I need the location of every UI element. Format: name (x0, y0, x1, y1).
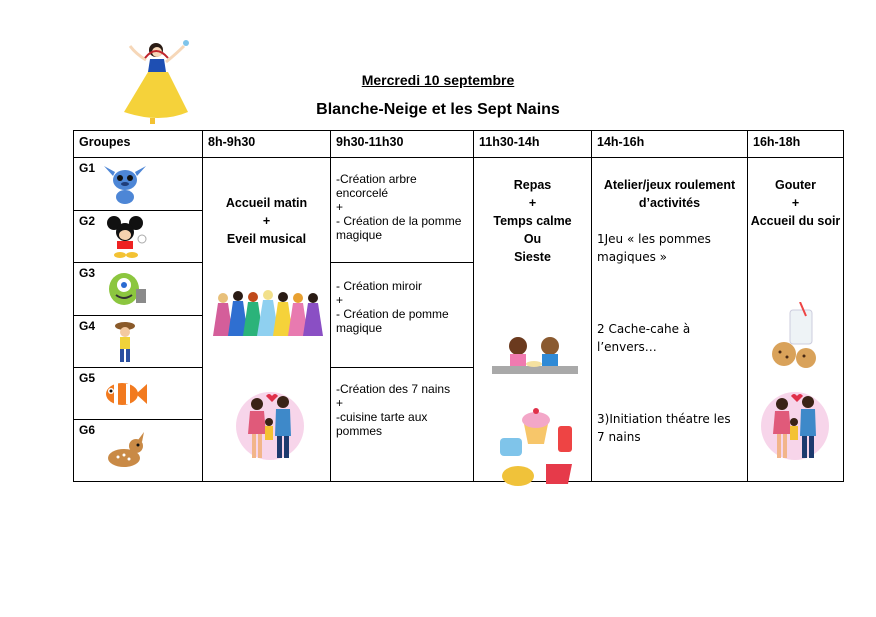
cell-11h30 (474, 158, 592, 482)
activity-item: 2 Cache-cahe à l’envers… (597, 322, 691, 354)
activity-item: 3)Initiation théatre les 7 nains (597, 412, 731, 444)
kids-eating-illustration (492, 330, 578, 380)
mickey-icon (102, 215, 148, 259)
activity-line: + (262, 214, 271, 228)
activity-line: Eveil musical (226, 232, 307, 246)
col-header: 8h-9h30 (203, 131, 331, 158)
cell-8h (203, 158, 331, 482)
activity-line: Sieste (514, 250, 551, 264)
group-cell-g2 (74, 210, 203, 263)
activity-line: Repas (513, 178, 552, 192)
cell-9h30-a (331, 158, 474, 263)
woody-icon (102, 320, 148, 364)
activity-line: -Création des 7 nains (336, 382, 451, 396)
group-label: G5 (79, 371, 96, 385)
cell-16h (748, 158, 844, 482)
activity-line: -cuisine tarte aux pommes (336, 410, 428, 438)
group-cell-g3 (74, 263, 203, 316)
activity-line: Accueil matin (225, 196, 308, 210)
activity-item: 1Jeu « les pommes magiques » (597, 232, 711, 264)
nemo-icon (102, 372, 148, 416)
activity-line: -Création arbre encorcelé (336, 172, 417, 200)
cell-14h (592, 158, 748, 482)
princesses-illustration (213, 286, 323, 338)
activity-line: - Création de la pomme magique (336, 214, 462, 242)
group-cell-g6 (74, 420, 203, 482)
activity-line: - Création de pomme magique (336, 307, 449, 335)
group-cell-g5 (74, 368, 203, 420)
col-header: 14h-16h (592, 131, 748, 158)
family-illustration (233, 386, 307, 462)
group-label: G4 (79, 318, 96, 333)
col-header: Groupes (74, 131, 203, 158)
group-label: G3 (79, 266, 96, 280)
col-header: 11h30-14h (474, 131, 592, 158)
group-label: G6 (79, 423, 96, 438)
activity-line: - Création miroir (336, 279, 423, 293)
activity-line: + (336, 293, 344, 307)
bambi-icon (102, 430, 148, 474)
stitch-icon (102, 162, 148, 206)
group-cell-g4 (74, 315, 203, 368)
activity-line: Temps calme (493, 214, 572, 228)
table-header-row (74, 131, 844, 158)
activity-line: + (528, 196, 537, 210)
activity-title: Atelier/jeux roulement d’activités (603, 178, 736, 210)
group-label: G2 (79, 213, 96, 228)
cell-9h30-c (331, 368, 474, 482)
cell-9h30-b (331, 263, 474, 368)
mike-wazowski-icon (102, 267, 148, 311)
milk-cookies-illustration (760, 302, 836, 374)
activity-line: + (336, 396, 344, 410)
group-label: G1 (79, 161, 96, 175)
family-illustration (758, 386, 832, 462)
col-header: 16h-18h (748, 131, 844, 158)
schedule-table (73, 130, 844, 482)
page-title: Blanche-Neige et les Sept Nains (316, 101, 560, 118)
activity-line: + (791, 196, 800, 210)
activity-line: + (336, 200, 344, 214)
activity-line: Accueil du soir (750, 214, 841, 228)
activity-line: Gouter (775, 178, 816, 192)
col-header: 9h30-11h30 (331, 131, 474, 158)
snack-food-illustration (494, 396, 578, 492)
page-date: Mercredi 10 septembre (361, 72, 515, 88)
group-cell-g1 (74, 158, 203, 211)
activity-line: Ou (523, 232, 542, 246)
